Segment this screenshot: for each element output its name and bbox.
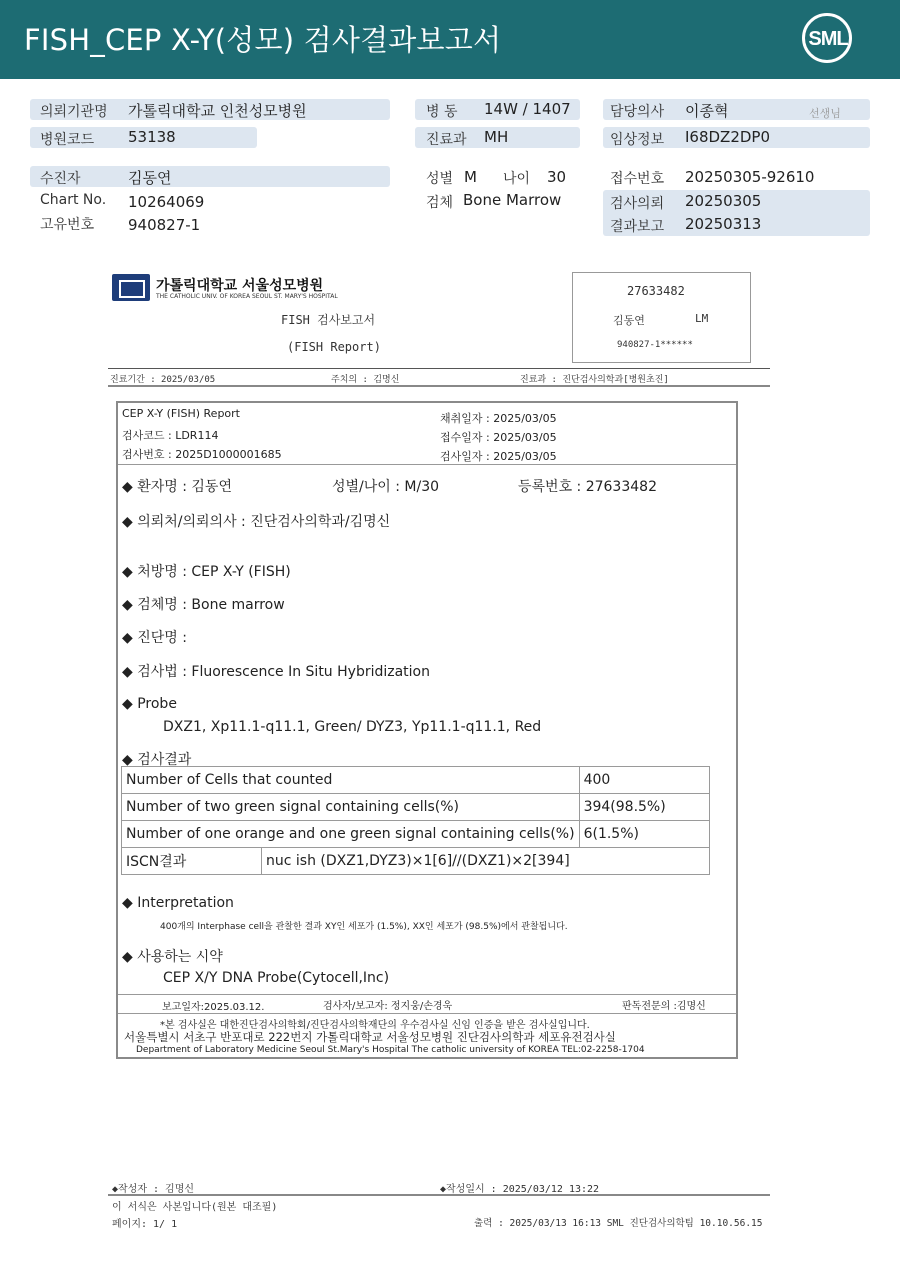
logo-text: SML [808,28,848,50]
age-label: 나이 [503,171,531,187]
hospital-code-label: 병원코드 [40,132,95,148]
footer-page: 페이지: 1/ 1 [112,1219,178,1230]
scan-report-title: FISH 검사보고서 [281,313,376,327]
band-patient [30,166,390,187]
rpt-report-date: 보고일자:2025.03.12. [162,1002,265,1013]
scan-report-title-en: (FISH Report) [287,340,381,354]
department-label: 진료과 [426,132,467,148]
rpt-probe-text: DXZ1, Xp11.1-q11.1, Green/ DYZ3, Yp11.1-q11.1, Red [163,719,542,735]
treat-period: 진료기간 : 2025/03/05 [110,375,216,385]
report-code: 검사코드 : LDR114 [122,429,219,442]
unique-label: 고유번호 [40,217,95,233]
report-name: CEP X-Y (FISH) Report [122,407,240,420]
table-cell: 394(98.5%) [579,794,709,821]
rpt-inspector: 검사자/보고자: 정지웅/손경욱 [323,1001,453,1012]
table-cell: Number of two green signal containing cells(%) [122,794,580,821]
department-value: MH [484,128,509,146]
specimen-value: Bone Marrow [463,191,562,209]
footer-printed: 출력 : 2025/03/13 16:13 SML 진단검사의학팀 10.10.56.15 [474,1218,763,1229]
rpt-dept-en: Department of Laboratory Medicine Seoul St.Mary's Hospital The catholic university of KOREA TEL:02-2258-1704 [136,1045,645,1055]
rpt-reagent-head: ◆ 사용하는 시약 [122,949,223,965]
divider-mid [108,385,770,387]
unique-value: 940827-1 [128,216,201,234]
id-rrn: 940827-1****** [617,340,693,350]
doctor-suffix: 선생님 [809,107,841,120]
patient-value: 김동연 [128,169,172,187]
iscn-value: nuc ish (DXZ1,DYZ3)×1[6]//(DXZ1)×2[394] [262,848,710,875]
report-received: 접수일자 : 2025/03/05 [440,431,557,444]
chart-label: Chart No. [40,192,107,208]
receipt-label: 접수번호 [610,171,665,187]
rpt-result-head: ◆ 검사결과 [122,752,192,768]
frame-sep-top [118,464,736,465]
footer-author: ◆작성자 : 김명신 [112,1184,195,1195]
report-number: 검사번호 : 2025D1000001685 [122,448,282,461]
rpt-prescription: ◆ 처방명 : CEP X-Y (FISH) [122,564,291,580]
table-row [122,794,710,821]
table-row [122,767,710,794]
hospital-name: 가톨릭대학교 서울성모병원 [156,278,324,294]
id-number: 27633482 [627,284,685,298]
sex-label: 성별 [426,171,454,187]
rpt-sex-age: 성별/나이 : M/30 [332,479,440,495]
attending: 주치의 : 김명신 [331,375,400,385]
frame-sep-sign [118,1013,736,1014]
rpt-reg-no: 등록번호 : 27633482 [518,479,657,495]
ward-value: 14W / 1407 [484,100,571,118]
footer-copy-note: 이 서식은 사본입니다(원본 대조필) [112,1202,278,1213]
frame-sep-bottom [118,994,736,995]
divider-top [108,368,770,369]
hospital-logo-icon [112,274,150,301]
rpt-patient: ◆ 환자명 : 김동연 [122,479,232,495]
rpt-probe-head: ◆ Probe [122,696,177,712]
rpt-reagent-text: CEP X/Y DNA Probe(Cytocell,Inc) [163,970,390,986]
report-collected: 채취일자 : 2025/03/05 [440,412,557,425]
clinical-value: I68DZ2DP0 [685,128,771,146]
rpt-diagnosis: ◆ 진단명 : [122,630,187,646]
institution-label: 의뢰기관명 [40,104,108,120]
footer-divider [108,1194,770,1196]
table-row [122,821,710,848]
rpt-method: ◆ 검사법 : Fluorescence In Situ Hybridization [122,664,430,680]
footer-written: ◆작성일시 : 2025/03/12 13:22 [440,1184,600,1195]
rpt-address: 서울특별시 서초구 반포대로 222번지 가톨릭대학교 서울성모병원 진단검사의학과 세포유전검사실 [124,1030,616,1044]
table-cell: Number of Cells that counted [122,767,580,794]
rpt-specimen: ◆ 검체명 : Bone marrow [122,597,285,613]
result-table [121,766,710,875]
rpt-cert: *본 검사실은 대한진단검사의학회/진단검사의학재단의 우수검사실 신임 인증을 받은 검사실입니다. [160,1020,590,1031]
table-cell: 6(1.5%) [579,821,709,848]
header-bar [0,0,900,79]
sml-logo-icon [802,13,852,63]
specimen-label: 검체 [426,195,454,211]
request-value: 20250305 [685,192,762,210]
iscn-label: ISCN결과 [122,848,262,875]
report-tested: 검사일자 : 2025/03/05 [440,450,557,463]
patient-label: 수진자 [40,171,81,187]
receipt-value: 20250305-92610 [685,168,815,186]
chart-value: 10264069 [128,193,205,211]
request-label: 검사의뢰 [610,196,665,212]
table-row [122,848,710,875]
rpt-reviewer: 판독전문의 :김명신 [622,1001,706,1012]
rpt-requester: ◆ 의뢰처/의뢰의사 : 진단검사의학과/김명신 [122,514,391,530]
clinical-label: 임상정보 [610,132,665,148]
institution-value: 가톨릭대학교 인천성모병원 [128,102,307,120]
result-value: 20250313 [685,215,762,233]
table-cell: Number of one orange and one green signal containing cells(%) [122,821,580,848]
ward-label: 병 동 [426,104,458,120]
rpt-interp-head: ◆ Interpretation [122,895,234,911]
hospital-sub: THE CATHOLIC UNIV. OF KOREA SEOUL ST. MARY'S HOSPITAL [156,293,338,300]
doctor-value: 이종혁 [685,102,729,120]
id-name: 김동연 [613,314,645,327]
page-title: FISH_CEP X-Y(성모) 검사결과보고서 [24,23,502,57]
result-label: 결과보고 [610,219,665,235]
rpt-interp-text: 400개의 Interphase cell을 관찰한 결과 XY인 세포가 (1.5%), XX인 세포가 (98.5%)에서 관찰됩니다. [160,922,568,932]
table-cell: 400 [579,767,709,794]
id-ward: LM [695,312,709,325]
hospital-code-value: 53138 [128,128,176,146]
dept: 진료과 : 진단검사의학과[병원초진] [520,375,669,385]
sex-value: M [464,168,477,186]
doctor-label: 담당의사 [610,104,665,120]
age-value: 30 [547,168,567,186]
